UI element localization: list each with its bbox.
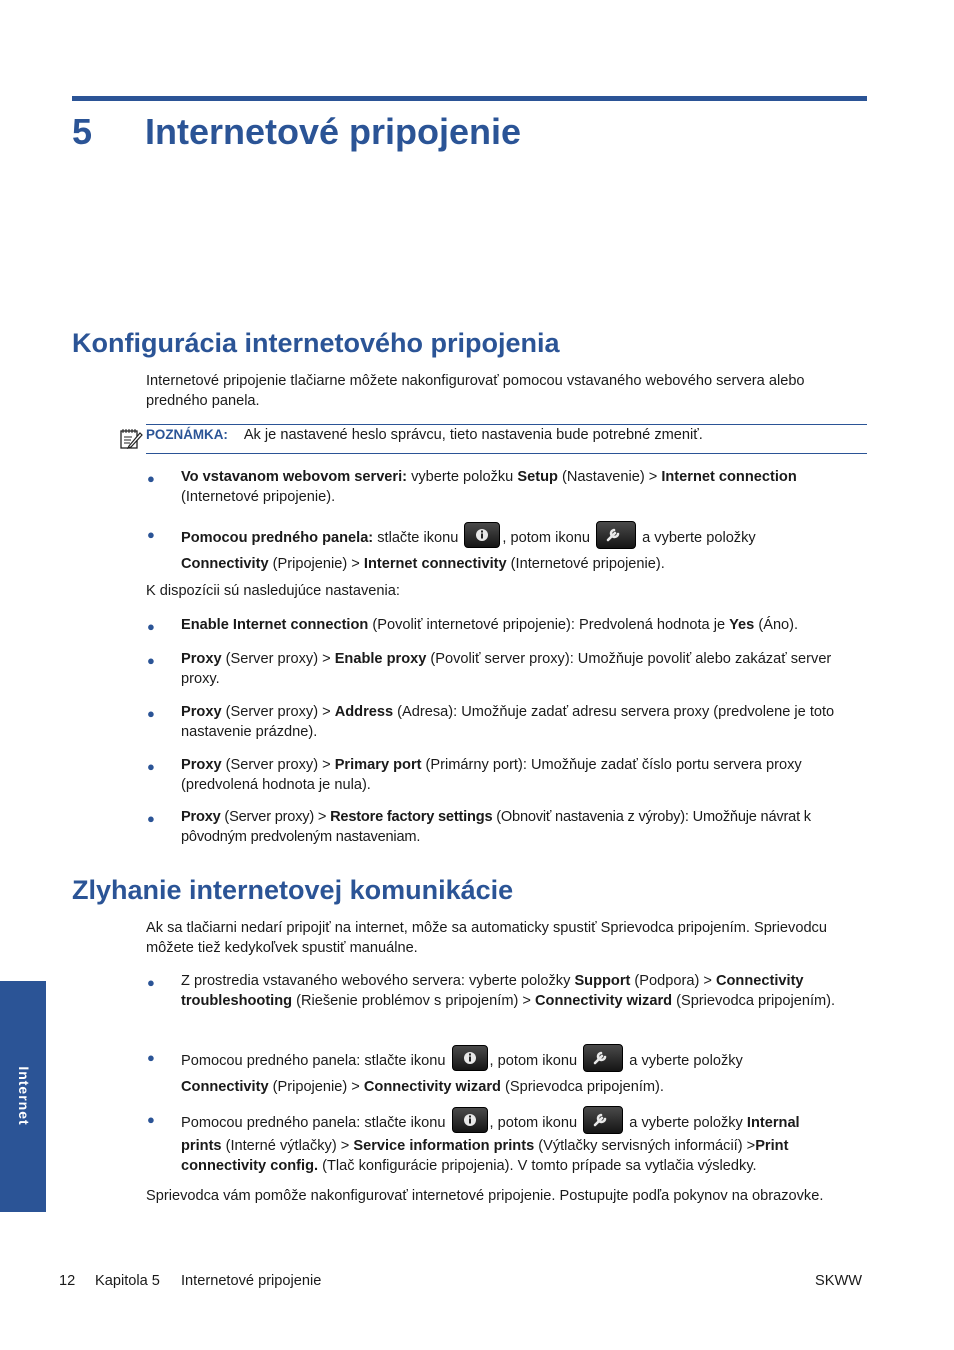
- bullet-icon: ●: [147, 653, 155, 668]
- section2-intro: Ak sa tlačiarni nedarí pripojiť na internet, môže sa automaticky spustiť Sprievodca pripojením. Sprievodcu môžete tiež kedykoľvek spustiť manuálne.: [146, 920, 827, 956]
- list-item: ● Vo vstavanom webovom serveri: vyberte položku Setup (Nastavenie) > Internet connection (Internetové pripojenie).: [147, 469, 797, 505]
- info-icon: [464, 522, 500, 548]
- footer-code: SKWW: [815, 1273, 863, 1289]
- wrench-icon: [583, 1106, 623, 1134]
- wrench-icon: [583, 1044, 623, 1072]
- section1-intro: Internetové pripojenie tlačiarne môžete nakonfigurovať pomocou vstavaného webového servera alebo predného panela.: [146, 373, 805, 409]
- list-item: ● Proxy (Server proxy) > Enable proxy (Povoliť server proxy): Umožňuje povoliť alebo zakázať server proxy.: [147, 651, 832, 687]
- side-tab-label: Internet: [15, 1066, 32, 1126]
- wrench-icon: [596, 521, 636, 549]
- list-item: ● Enable Internet connection (Povoliť internetové pripojenie): Predvolená hodnota je Yes (Áno).: [181, 616, 869, 636]
- side-tab: [0, 981, 46, 1212]
- bullet-icon: ●: [147, 1112, 155, 1127]
- footer-page-number: 12: [59, 1273, 76, 1289]
- section2-outro: Sprievodca vám pomôže nakonfigurovať internetové pripojenie. Postupujte podľa pokynov na obrazovke.: [146, 1188, 824, 1204]
- chapter-title: [72, 108, 521, 156]
- note-icon: [119, 427, 143, 449]
- list-item: ● Proxy (Server proxy) > Restore factory settings (Obnoviť nastavenia z výroby): Umožňuje návrat k pôvodným predvoleným nastaveniam.: [147, 809, 811, 845]
- bullet-icon: ●: [147, 706, 155, 721]
- note-text: Ak je nastavené heslo správcu, tieto nastavenia bude potrebné zmeniť.: [243, 427, 703, 443]
- list-item: ● Pomocou predného panela: stlačte ikonu , potom ikonu a vyberte položky Internal prints (Interné výtlačky) > Service information prints (Výtlačky servisných informácií) >Print connectivity config. (Tlač konfigurácie pripojenia). V tomto prípade sa vytlačia výsledky.: [181, 1109, 869, 1176]
- footer-chapter-title: Internetové pripojenie: [181, 1273, 322, 1289]
- bullet-icon: ●: [147, 527, 155, 542]
- info-icon: [452, 1107, 488, 1133]
- bullet-icon: ●: [147, 811, 155, 826]
- bullet-icon: ●: [147, 471, 155, 486]
- note: [146, 425, 703, 446]
- list-item: ● Z prostredia vstavaného webového servera: vyberte položky Support (Podpora) > Connectivity troubleshooting (Riešenie problémov s pripojením) > Connectivity wizard (Sprievodca pripojením).: [147, 973, 836, 1009]
- note-bottom-rule: [146, 453, 867, 454]
- chapter-number: 5: [72, 111, 93, 152]
- section-heading-config: Konfigurácia internetového pripojenia: [72, 328, 560, 358]
- note-label: POZNÁMKA:: [146, 427, 228, 442]
- list-item: ● Pomocou predného panela: stlačte ikonu , potom ikonu a vyberte položky Connectivity (Pripojenie) > Internet connectivity (Internetové pripojenie).: [181, 524, 869, 576]
- footer-chapter: Kapitola 5: [95, 1273, 160, 1289]
- bullet-icon: ●: [147, 759, 155, 774]
- list-item: ● Proxy (Server proxy) > Primary port (Primárny port): Umožňuje zadať číslo portu servera proxy (predvolená hodnota je nula).: [147, 757, 802, 793]
- list-item: ● Pomocou predného panela: stlačte ikonu , potom ikonu a vyberte položky Connectivity (Pripojenie) > Connectivity wizard (Sprievodca pripojením).: [181, 1047, 869, 1099]
- chapter-rule: [72, 96, 867, 101]
- bullet-icon: ●: [147, 619, 155, 634]
- list-item: ● Proxy (Server proxy) > Address (Adresa): Umožňuje zadať adresu servera proxy (predvolene je toto nastavenie prázdne).: [147, 704, 835, 740]
- bullet-icon: ●: [147, 1050, 155, 1065]
- info-icon: [452, 1045, 488, 1071]
- section-heading-failure: Zlyhanie internetovej komunikácie: [72, 875, 514, 905]
- settings-intro: K dispozícii sú nasledujúce nastavenia:: [146, 583, 400, 599]
- bullet-icon: ●: [147, 975, 155, 990]
- chapter-title-text: Internetové pripojenie: [145, 111, 522, 152]
